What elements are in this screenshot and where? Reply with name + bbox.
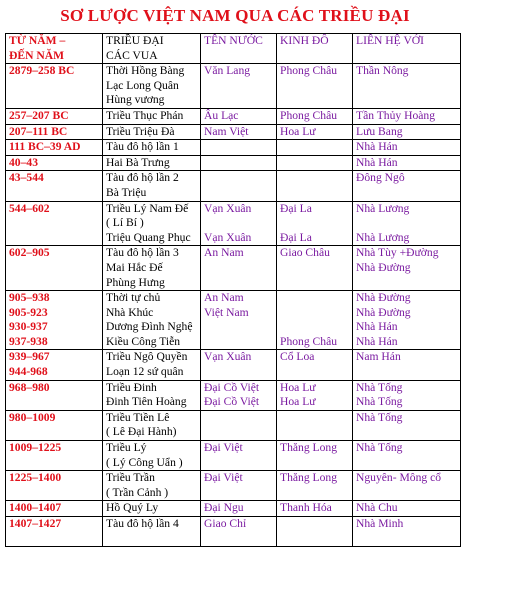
relation-cell: [353, 171, 461, 201]
cell-line: Nhà Lương: [356, 230, 410, 244]
cell-line: [356, 425, 460, 440]
cell-line: [280, 276, 352, 291]
capital-cell: [277, 441, 353, 471]
years-cell: [6, 171, 103, 201]
cell-line: [204, 156, 276, 171]
cell-line: [280, 411, 352, 426]
cell-line: [280, 186, 352, 201]
cell-line: [280, 517, 352, 532]
cell-line: Nhà Tống: [356, 380, 403, 394]
cell-line: [280, 486, 352, 501]
capital-cell: [277, 155, 353, 171]
cell-line: [356, 93, 460, 108]
cell-line: [280, 156, 352, 171]
cell-line: [204, 486, 276, 501]
cell-line: Nhà Chu: [356, 501, 398, 515]
cell-line: [356, 216, 460, 231]
cell-line: Nhà Lương: [356, 201, 410, 215]
relation-cell: [353, 108, 461, 124]
cell-line: [204, 365, 276, 380]
cell-line: 1407–1427: [9, 517, 62, 530]
cell-line: [280, 425, 352, 440]
years-cell: [6, 201, 103, 246]
dynasty-cell: [103, 350, 201, 380]
cell-line: [9, 532, 102, 547]
cell-line: Thăng Long: [280, 471, 337, 485]
cell-line: 944-968: [9, 365, 48, 379]
cell-line: [9, 231, 102, 246]
dynasty-table: [5, 33, 461, 547]
cell-line: [280, 216, 352, 231]
page-title: SƠ LƯỢC VIỆT NAM QUA CÁC TRIỀU ĐẠI: [60, 6, 410, 25]
cell-line: [204, 532, 276, 547]
cell-line: Phong Châu: [280, 108, 338, 122]
cell-line: Thăng Long: [280, 441, 337, 455]
header-country-name: TÊN NƯỚC: [201, 34, 277, 64]
cell-line: [280, 140, 352, 155]
header-capital: KINH ĐÔ: [277, 34, 353, 64]
capital-cell: [277, 471, 353, 501]
cell-line: Văn Lang: [204, 64, 251, 78]
cell-line: [356, 456, 460, 471]
relation-cell: [353, 517, 461, 547]
cell-line: [204, 425, 276, 440]
cell-line: Tàu đô hộ lần 1: [106, 140, 179, 154]
cell-line: 968–980: [9, 380, 50, 394]
cell-line: 602–905: [9, 246, 50, 260]
table-row: [6, 350, 461, 380]
cell-line: 1009–1225: [9, 441, 62, 455]
dynasty-cell: [103, 291, 201, 350]
country-name-cell: [201, 471, 277, 501]
cell-line: Âu Lạc: [204, 108, 239, 122]
cell-line: Mai Hắc Đế: [106, 260, 163, 274]
years-cell: [6, 517, 103, 547]
cell-line: Vạn Xuân: [204, 350, 252, 364]
cell-line: Vạn Xuân: [204, 230, 252, 244]
cell-line: Triều Ngô Quyền: [106, 350, 188, 364]
cell-line: Đông Ngô: [356, 171, 405, 185]
cell-line: [9, 425, 102, 440]
cell-line: 930-937: [9, 320, 48, 334]
cell-line: Đại Việt: [204, 471, 243, 485]
cell-line: 257–207 BC: [9, 108, 69, 122]
cell-line: Nhà Hán: [356, 320, 398, 334]
cell-line: Đại Ngu: [204, 501, 244, 515]
cell-line: Triều Tiền Lê: [106, 410, 170, 424]
cell-line: 1225–1400: [9, 471, 62, 485]
cell-line: [280, 79, 352, 94]
cell-line: Nguyên- Mông cổ: [356, 471, 442, 485]
header-row: [6, 34, 461, 64]
cell-line: Hoa Lư: [280, 124, 316, 138]
years-cell: [6, 64, 103, 109]
cell-line: Nhà Khúc: [106, 305, 154, 319]
cell-line: 544–602: [9, 201, 50, 215]
dynasty-cell: [103, 124, 201, 140]
years-cell: [6, 124, 103, 140]
cell-line: Triều Đinh: [106, 380, 157, 394]
cell-line: Triều Lý: [106, 441, 147, 455]
years-cell: [6, 410, 103, 440]
country-name-cell: [201, 380, 277, 410]
table-row: [6, 380, 461, 410]
cell-line: Nhà Hán: [356, 334, 398, 348]
cell-line: Nhà Đường: [356, 305, 411, 319]
cell-line: 40–43: [9, 155, 38, 169]
capital-cell: [277, 124, 353, 140]
cell-line: [356, 276, 460, 291]
capital-cell: [277, 517, 353, 547]
cell-line: [356, 186, 460, 201]
cell-line: [106, 532, 200, 547]
cell-line: 1400–1407: [9, 501, 62, 515]
cell-line: Nhà Hán: [356, 155, 398, 169]
cell-line: [280, 532, 352, 547]
cell-line: Giao Chỉ: [204, 517, 247, 530]
cell-line: Giao Châu: [280, 246, 330, 260]
relation-cell: [353, 441, 461, 471]
cell-line: Nhà Hán: [356, 140, 398, 154]
capital-cell: [277, 201, 353, 246]
cell-line: [204, 456, 276, 471]
cell-line: Nhà Tống: [356, 395, 403, 409]
years-cell: [6, 441, 103, 471]
table-row: [6, 501, 461, 517]
cell-line: Việt Nam: [204, 305, 249, 319]
header-dynasty: TRIỀU ĐẠI CÁC VUA: [103, 34, 201, 64]
table-row: [6, 291, 461, 350]
cell-line: [280, 93, 352, 108]
cell-line: Triều Triệu Đà: [106, 124, 175, 138]
table-row: [6, 441, 461, 471]
cell-line: [204, 186, 276, 201]
dynasty-cell: [103, 140, 201, 156]
cell-line: [280, 261, 352, 276]
country-name-cell: [201, 350, 277, 380]
relation-cell: [353, 410, 461, 440]
cell-line: Triều Lý Nam Đế: [106, 201, 189, 215]
cell-line: [204, 261, 276, 276]
cell-line: Tần Thủy Hoàng: [356, 108, 435, 122]
cell-line: ( Lí Bí ): [106, 216, 144, 230]
cell-line: [9, 186, 102, 201]
dynasty-cell: [103, 380, 201, 410]
header-years: TỪ NĂM – ĐẾN NĂM: [6, 34, 103, 64]
cell-line: Triều Trần: [106, 471, 155, 485]
table-body: [6, 64, 461, 547]
cell-line: [204, 216, 276, 231]
capital-cell: [277, 410, 353, 440]
country-name-cell: [201, 517, 277, 547]
capital-cell: [277, 64, 353, 109]
country-name-cell: [201, 501, 277, 517]
cell-line: [9, 395, 102, 410]
capital-cell: [277, 291, 353, 350]
years-cell: [6, 350, 103, 380]
cell-line: Lạc Long Quân: [106, 78, 179, 92]
cell-line: [204, 320, 276, 335]
dynasty-cell: [103, 201, 201, 246]
years-cell: [6, 471, 103, 501]
cell-line: [9, 486, 102, 501]
table-row: [6, 64, 461, 109]
cell-line: [204, 335, 276, 350]
years-cell: [6, 108, 103, 124]
years-cell: [6, 501, 103, 517]
cell-line: Lưu Bang: [356, 124, 403, 138]
relation-cell: [353, 155, 461, 171]
dynasty-cell: [103, 471, 201, 501]
relation-cell: [353, 291, 461, 350]
cell-line: Cổ Loa: [280, 350, 315, 364]
cell-line: [204, 276, 276, 291]
cell-line: [9, 456, 102, 471]
relation-cell: [353, 501, 461, 517]
table-row: [6, 201, 461, 246]
cell-line: Hồ Quý Ly: [106, 501, 159, 515]
dynasty-cell: [103, 517, 201, 547]
relation-cell: [353, 124, 461, 140]
cell-line: Nhà Đường: [356, 260, 411, 274]
capital-cell: [277, 246, 353, 291]
cell-line: [356, 532, 460, 547]
cell-line: [280, 306, 352, 321]
cell-line: Hai Bà Trưng: [106, 155, 170, 169]
years-cell: [6, 246, 103, 291]
relation-cell: [353, 380, 461, 410]
country-name-cell: [201, 246, 277, 291]
country-name-cell: [201, 171, 277, 201]
cell-line: Tàu đô hộ lần 2: [106, 171, 179, 185]
country-name-cell: [201, 291, 277, 350]
cell-line: Đại Cồ Việt: [204, 380, 260, 394]
cell-line: ( Lý Công Uẩn ): [106, 455, 183, 469]
capital-cell: [277, 140, 353, 156]
years-cell: [6, 291, 103, 350]
cell-line: Nhà Tống: [356, 410, 403, 424]
cell-line: Đinh Tiên Hoàng: [106, 395, 187, 409]
cell-line: 43–544: [9, 171, 44, 185]
cell-line: Tàu đô hộ lần 3: [106, 246, 179, 260]
years-cell: [6, 155, 103, 171]
cell-line: [204, 171, 276, 186]
dynasty-cell: [103, 501, 201, 517]
cell-line: ( Lê Đại Hành): [106, 425, 177, 439]
dynasty-cell: [103, 246, 201, 291]
cell-line: Dương Đình Nghệ: [106, 320, 193, 334]
relation-cell: [353, 471, 461, 501]
cell-line: [280, 365, 352, 380]
cell-line: [280, 171, 352, 186]
cell-line: [204, 79, 276, 94]
cell-line: 905–938: [9, 291, 50, 305]
cell-line: Bà Triệu: [106, 185, 147, 199]
cell-line: [356, 79, 460, 94]
dynasty-cell: [103, 171, 201, 201]
cell-line: Triều Thục Phán: [106, 108, 184, 122]
dynasty-cell: [103, 155, 201, 171]
cell-line: ( Trần Cảnh ): [106, 485, 169, 499]
cell-line: Đại Việt: [204, 441, 243, 455]
cell-line: Hùng vương: [106, 93, 165, 107]
cell-line: [204, 411, 276, 426]
cell-line: Loạn 12 sứ quân: [106, 365, 184, 379]
table-row: [6, 171, 461, 201]
cell-line: Phong Châu: [280, 64, 338, 78]
table-row: [6, 124, 461, 140]
cell-line: Tàu đô hộ lần 4: [106, 517, 179, 530]
cell-line: 905-923: [9, 305, 48, 319]
table-row: [6, 517, 461, 547]
cell-line: [356, 486, 460, 501]
cell-line: Triệu Quang Phục: [106, 230, 191, 244]
cell-line: [204, 93, 276, 108]
capital-cell: [277, 108, 353, 124]
cell-line: 939–967: [9, 350, 50, 364]
cell-line: Đại Cồ Việt: [204, 395, 260, 409]
relation-cell: [353, 246, 461, 291]
capital-cell: [277, 380, 353, 410]
cell-line: 111 BC–39 AD: [9, 140, 81, 154]
cell-line: Thời Hồng Bàng: [106, 64, 185, 78]
cell-line: Nam Việt: [204, 124, 249, 138]
cell-line: Đại La: [280, 230, 312, 244]
dynasty-cell: [103, 64, 201, 109]
country-name-cell: [201, 201, 277, 246]
table-row: [6, 140, 461, 156]
country-name-cell: [201, 410, 277, 440]
cell-line: Nhà Đường: [356, 291, 411, 305]
cell-line: [280, 291, 352, 306]
cell-line: 2879–258 BC: [9, 64, 75, 78]
years-cell: [6, 380, 103, 410]
cell-line: [9, 276, 102, 291]
dynasty-cell: [103, 441, 201, 471]
relation-cell: [353, 201, 461, 246]
dynasty-cell: [103, 108, 201, 124]
cell-line: Thần Nông: [356, 64, 409, 78]
cell-line: Nhà Tống: [356, 441, 403, 455]
cell-line: Nam Hán: [356, 350, 401, 364]
cell-line: 207–111 BC: [9, 124, 68, 138]
cell-line: Kiều Công Tiễn: [106, 334, 181, 348]
cell-line: [280, 456, 352, 471]
capital-cell: [277, 501, 353, 517]
cell-line: 980–1009: [9, 410, 56, 424]
cell-line: [9, 93, 102, 108]
header-relation: LIÊN HỆ VỚI: [353, 34, 461, 64]
cell-line: Nhà Minh: [356, 517, 404, 530]
cell-line: An Nam: [204, 246, 244, 260]
table-row: [6, 246, 461, 291]
cell-line: Phong Châu: [280, 334, 338, 348]
cell-line: Đại La: [280, 201, 312, 215]
country-name-cell: [201, 140, 277, 156]
cell-line: [9, 216, 102, 231]
table-row: [6, 155, 461, 171]
relation-cell: [353, 350, 461, 380]
cell-line: Thời tự chủ: [106, 291, 161, 305]
country-name-cell: [201, 441, 277, 471]
cell-line: Hoa Lư: [280, 395, 316, 409]
cell-line: [9, 261, 102, 276]
capital-cell: [277, 350, 353, 380]
capital-cell: [277, 171, 353, 201]
relation-cell: [353, 140, 461, 156]
cell-line: [204, 140, 276, 155]
cell-line: Thanh Hóa: [280, 501, 332, 515]
table-row: [6, 108, 461, 124]
table-row: [6, 471, 461, 501]
relation-cell: [353, 64, 461, 109]
cell-line: An Nam: [204, 291, 244, 305]
country-name-cell: [201, 124, 277, 140]
cell-line: Hoa Lư: [280, 380, 316, 394]
country-name-cell: [201, 108, 277, 124]
cell-line: Phùng Hưng: [106, 275, 165, 289]
years-cell: [6, 140, 103, 156]
cell-line: [356, 365, 460, 380]
cell-line: Nhà Tùy +Đường: [356, 246, 439, 260]
table-row: [6, 410, 461, 440]
cell-line: 937-938: [9, 334, 48, 348]
cell-line: [280, 320, 352, 335]
cell-line: [9, 79, 102, 94]
dynasty-cell: [103, 410, 201, 440]
cell-line: Vạn Xuân: [204, 201, 252, 215]
country-name-cell: [201, 155, 277, 171]
country-name-cell: [201, 64, 277, 109]
